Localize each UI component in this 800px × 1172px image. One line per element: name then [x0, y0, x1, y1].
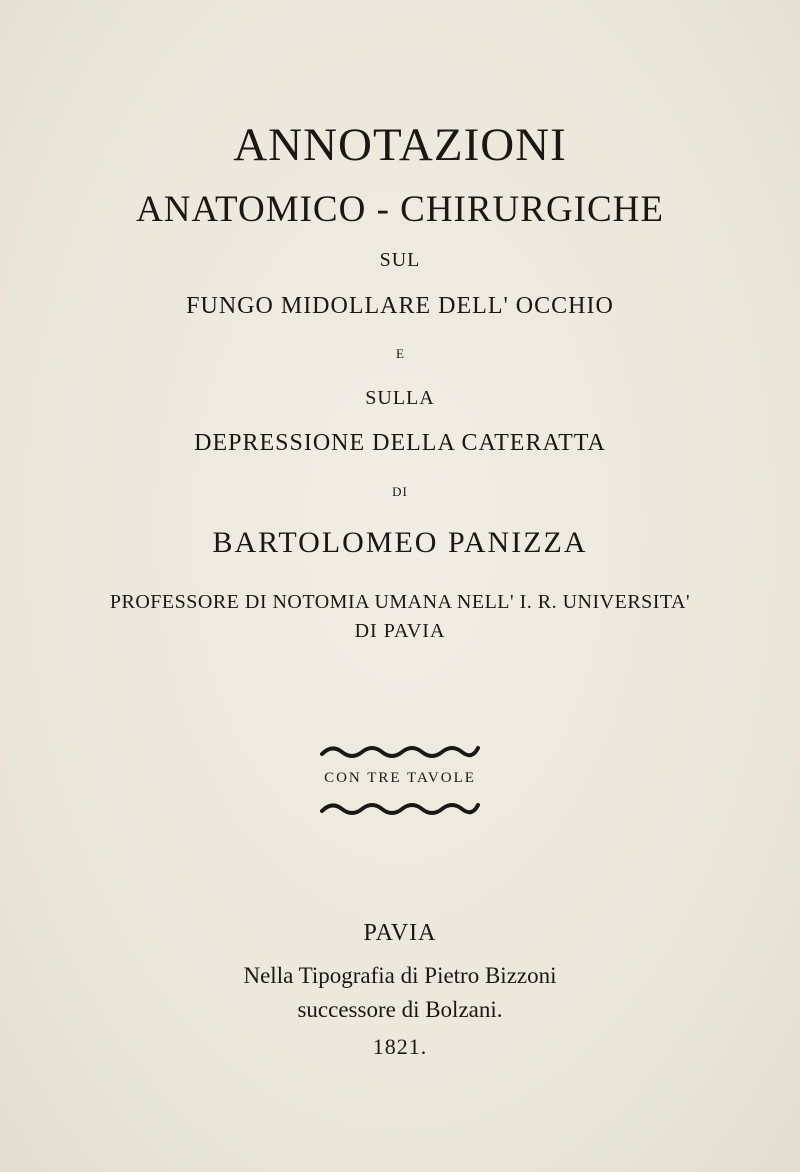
imprint-printer: Nella Tipografia di Pietro Bizzoni — [243, 963, 557, 988]
title-main: ANNOTAZIONI — [233, 119, 567, 171]
author-role-city: DI PAVIA — [354, 620, 446, 642]
author-prefix: DI — [392, 484, 408, 499]
title-topic-one: FUNGO MIDOLLARE DELL' OCCHIO — [186, 293, 614, 319]
author-name: BARTOLOMEO PANIZZA — [212, 526, 588, 559]
imprint-successor: successore di Bolzani. — [297, 997, 503, 1022]
plates-note: CON TRE TAVOLE — [324, 770, 476, 786]
title-topic-two: DEPRESSIONE DELLA CATERATTA — [194, 430, 606, 456]
wave-ornament-bottom-icon — [0, 799, 800, 819]
imprint-year: 1821. — [372, 1034, 428, 1059]
title-subtitle: ANATOMICO - CHIRURGICHE — [136, 189, 664, 230]
imprint-city: PAVIA — [363, 920, 437, 946]
author-role: PROFESSORE DI NOTOMIA UMANA NELL' I. R. UNIVERSITA' — [109, 591, 691, 613]
title-conjunction-e: E — [396, 346, 404, 361]
title-conjunction-sulla: SULLA — [365, 387, 435, 409]
wave-ornament-top-icon — [0, 742, 800, 762]
title-conjunction-sul: SUL — [379, 249, 421, 271]
